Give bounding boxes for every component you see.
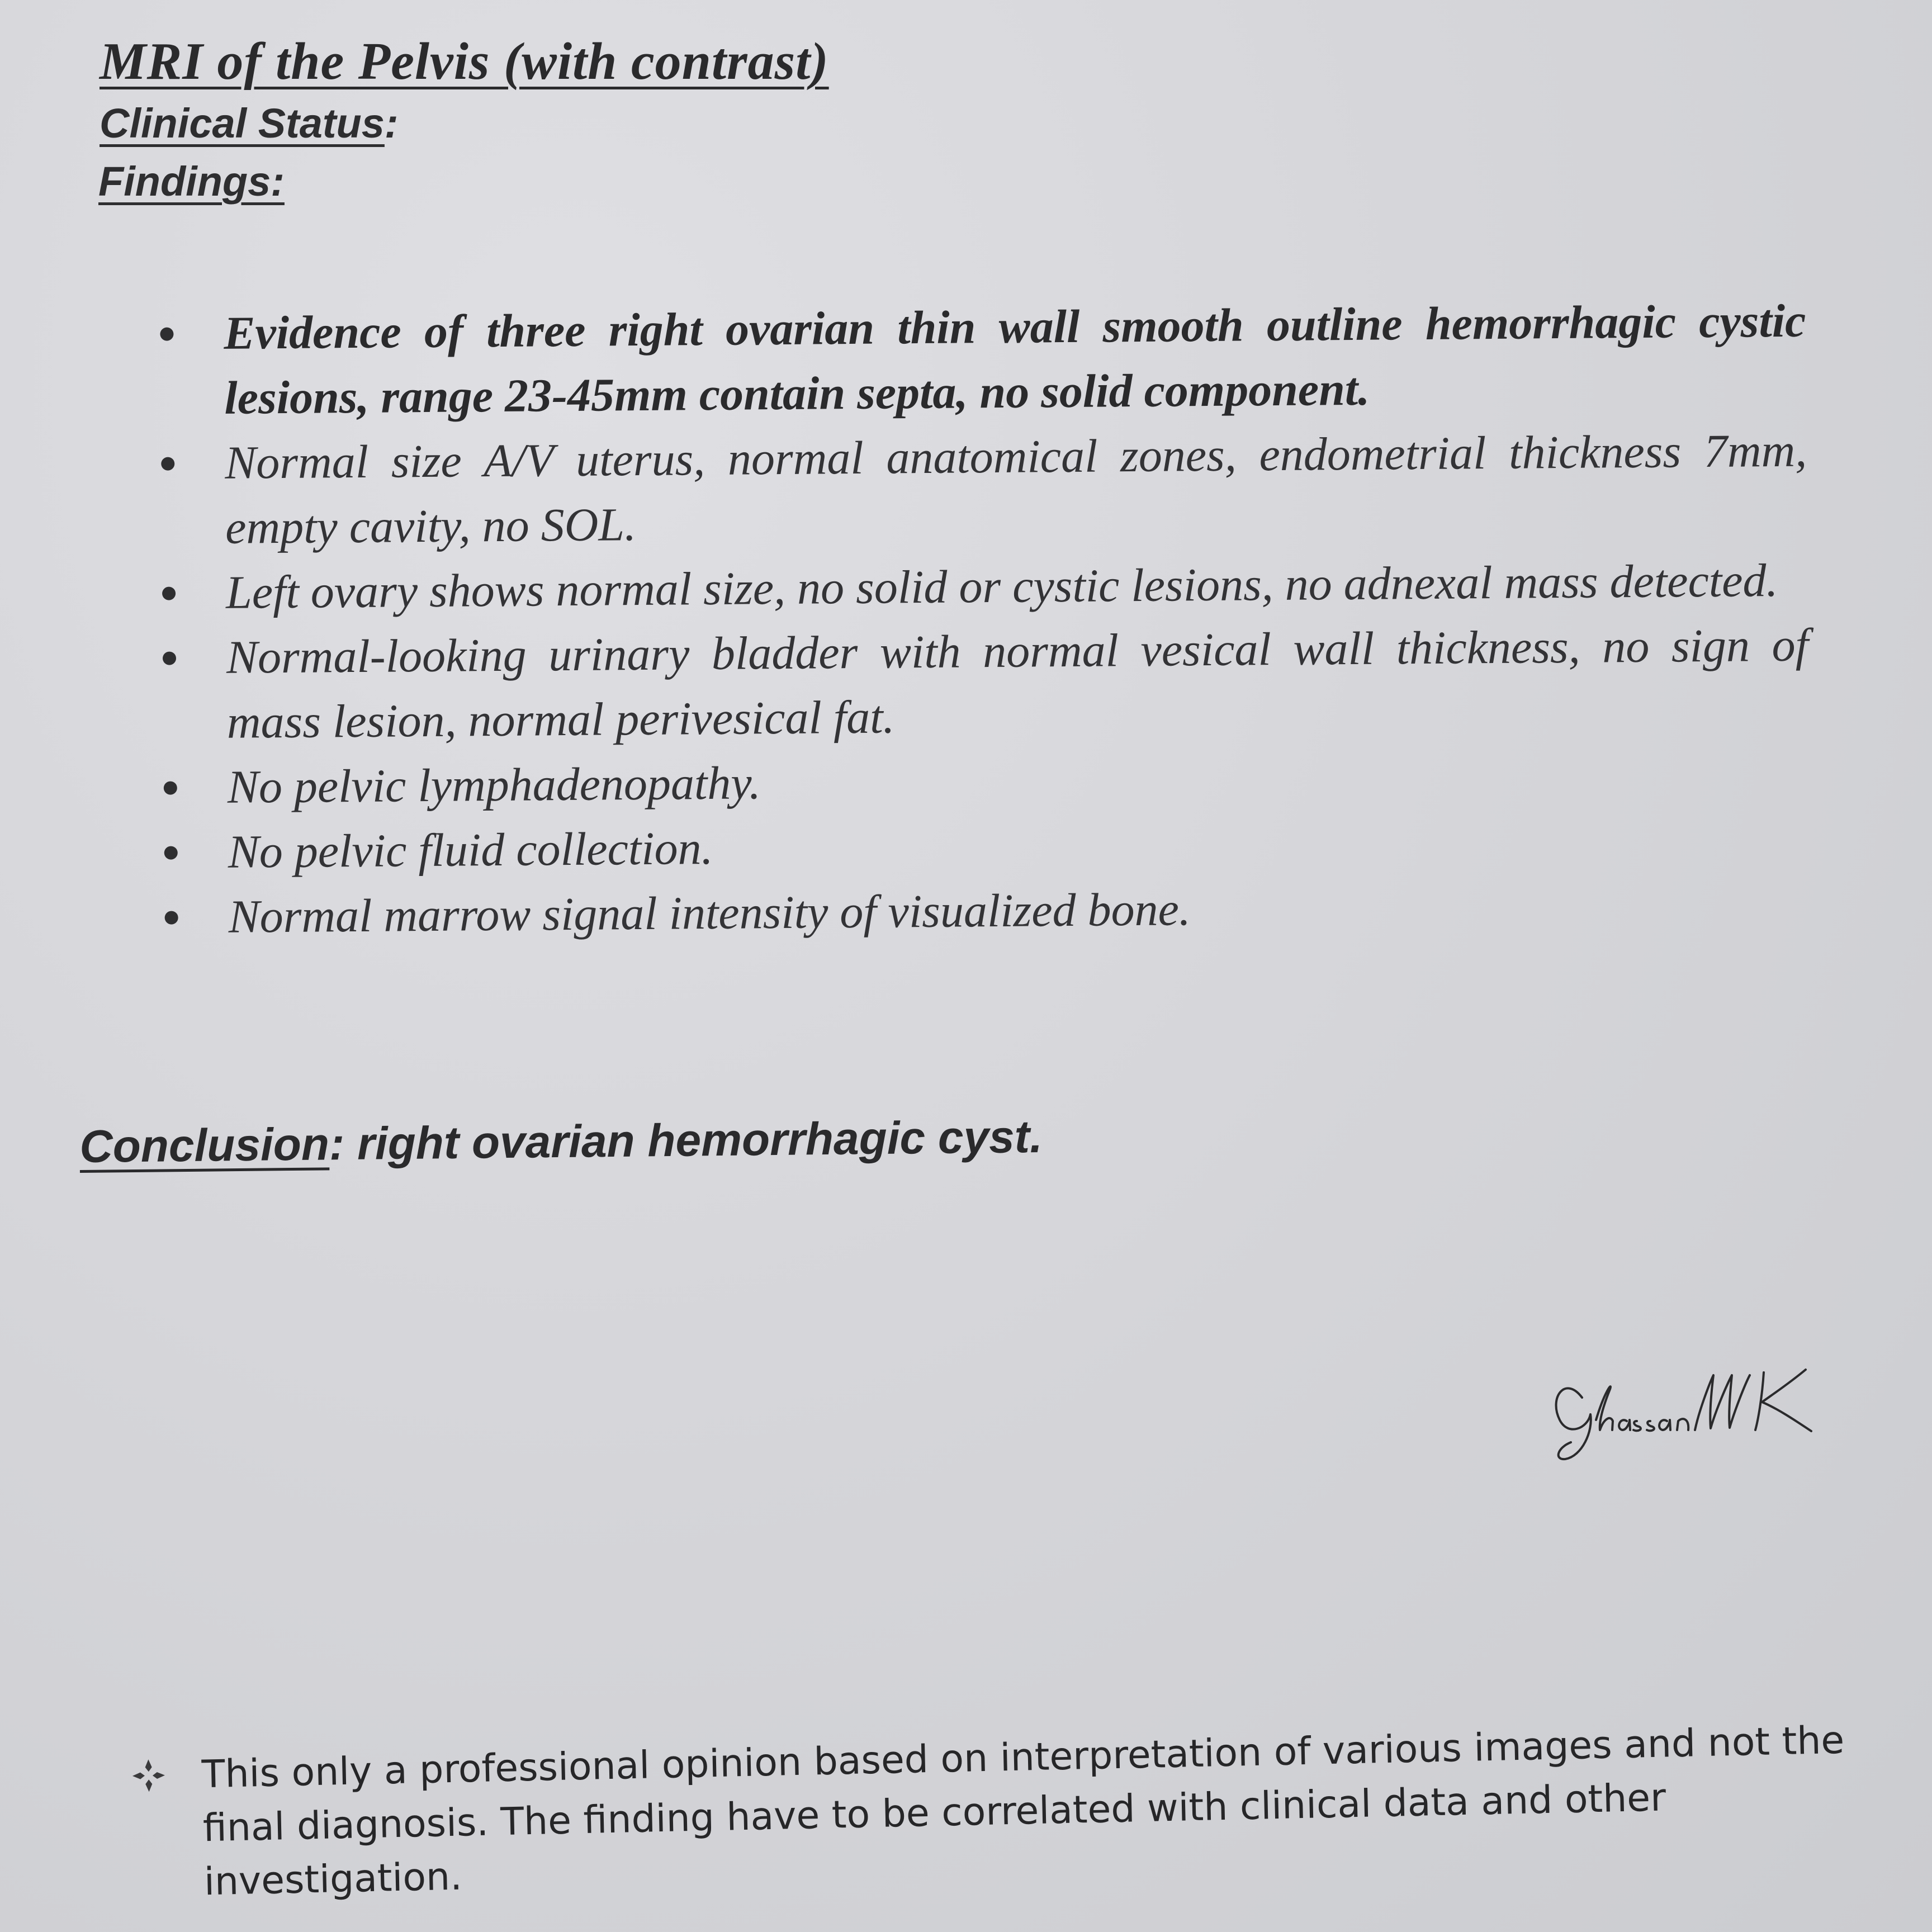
finding-text: No pelvic lymphadenopathy. bbox=[227, 757, 761, 813]
clinical-status-text: Clinical Status bbox=[100, 100, 385, 146]
bullet-icon bbox=[164, 846, 178, 859]
finding-item bbox=[144, 808, 1810, 886]
bullet-icon bbox=[160, 328, 173, 341]
bullet-icon bbox=[162, 587, 176, 600]
finding-item bbox=[142, 548, 1808, 626]
findings-list bbox=[140, 289, 1811, 950]
finding-item bbox=[141, 419, 1808, 561]
finding-item bbox=[140, 289, 1807, 432]
finding-text: No pelvic fluid collection. bbox=[228, 822, 713, 878]
conclusion-label: Conclusion bbox=[79, 1119, 330, 1172]
signature bbox=[1543, 1358, 1856, 1470]
finding-text: Normal-looking urinary bladder with normal vesical wall thickness, no sign of mass lesion, normal perivesical fat. bbox=[226, 619, 1809, 749]
bullet-icon bbox=[161, 457, 174, 471]
bullet-icon bbox=[165, 911, 178, 924]
finding-text: Evidence of three right ovarian thin wall smooth outline hemorrhagic cystic lesions, range 23-45mm contain septa, no solid component. bbox=[224, 295, 1806, 424]
finding-text: Normal size A/V uterus, normal anatomical zones, endometrial thickness 7mm, empty cavity, no SOL. bbox=[224, 424, 1807, 554]
finding-text: Left ovary shows normal size, no solid or cystic lesions, no adnexal mass detected. bbox=[225, 555, 1778, 619]
clinical-status-label: Clinical Status: bbox=[100, 100, 399, 146]
bullet-icon bbox=[164, 782, 177, 795]
bullet-icon bbox=[163, 652, 176, 665]
disclaimer-text: This only a professional opinion based on interpretation of various images and not the final diagnosis. The finding have to be correlated with clinical data and other investigation. bbox=[201, 1718, 1845, 1905]
findings-text: Findings: bbox=[98, 158, 285, 205]
finding-item bbox=[143, 743, 1810, 821]
finding-item bbox=[143, 613, 1810, 756]
conclusion-text: : right ovarian hemorrhagic cyst. bbox=[329, 1111, 1043, 1170]
findings-label bbox=[98, 158, 285, 205]
finding-item bbox=[144, 873, 1811, 950]
diamond-bullet-icon bbox=[129, 1756, 168, 1796]
conclusion bbox=[79, 1111, 1043, 1173]
disclaimer bbox=[129, 1713, 1876, 1911]
finding-text: Normal marrow signal intensity of visualized bone. bbox=[228, 883, 1191, 943]
report-title: MRI of the Pelvis (with contrast) bbox=[100, 32, 829, 91]
